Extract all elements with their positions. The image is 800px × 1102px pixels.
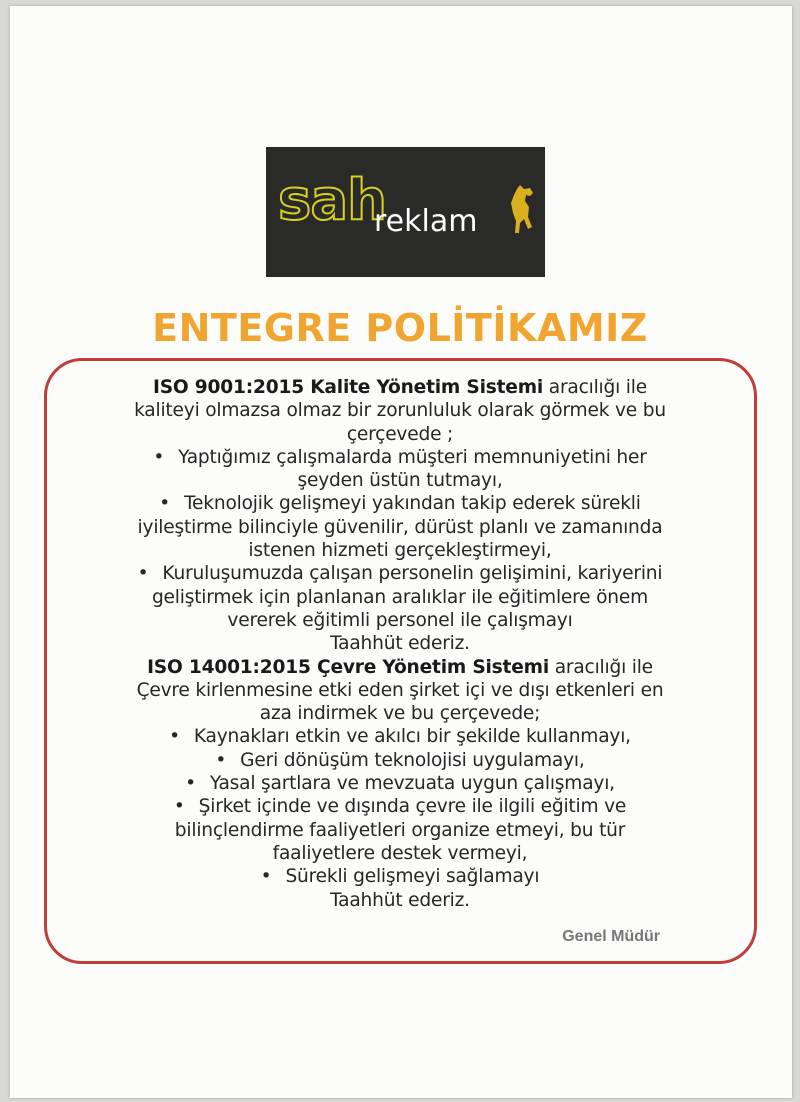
iso14001-heading: ISO 14001:2015 Çevre Yönetim Sistemi: [147, 656, 549, 678]
iso9001-bullet-cont: geliştirmek için planlanan aralıklar ile eğitimlere önem: [151, 586, 649, 608]
iso14001-closing: Taahhüt ederiz.: [330, 889, 470, 911]
iso14001-bullet: • Sürekli gelişmeyi sağlamayı: [60, 865, 740, 888]
iso9001-bullet-cont: vererek eğitimli personel ile çalışmayı: [227, 609, 573, 631]
iso14001-bullet: • Kaynakları etkin ve akılcı bir şekilde kullanmayı,: [60, 725, 740, 748]
iso9001-bullet: • Kuruluşumuzda çalışan personelin gelişimini, kariyerini: [60, 562, 740, 585]
iso9001-closing: Taahhüt ederiz.: [330, 633, 470, 655]
logo-brand-text: sah: [278, 168, 386, 233]
signature-label: Genel Müdür: [562, 928, 660, 945]
iso9001-bullet-cont: istenen hizmeti gerçekleştirmeyi,: [248, 540, 552, 562]
policy-text: [60, 376, 740, 912]
iso9001-heading: ISO 9001:2015 Kalite Yönetim Sistemi: [153, 377, 544, 398]
iso14001-bullet-cont: faaliyetlere destek vermeyi,: [272, 842, 528, 864]
iso14001-bullet-cont: bilinçlendirme faaliyetleri organize etmeyi, bu tür: [174, 819, 626, 841]
iso14001-bullet: • Şirket içinde ve dışında çevre ile ilgili eğitim ve: [60, 795, 740, 818]
iso9001-intro: ISO 9001:2015 Kalite Yönetim Sistemi aracılığı ile: [153, 377, 647, 398]
iso14001-intro: ISO 14001:2015 Çevre Yönetim Sistemi aracılığı ile: [147, 656, 653, 678]
iso9001-intro-line: çerçevede ;: [346, 423, 454, 445]
iso9001-bullet-cont: şeyden üstün tutmayı,: [297, 470, 503, 492]
horse-icon: [506, 183, 536, 239]
iso14001-bullet: • Yasal şartlara ve mevzuata uygun çalışmayı,: [60, 772, 740, 795]
iso9001-bullet: • Yaptığımız çalışmalarda müşteri memnuniyetini her: [60, 446, 740, 469]
iso9001-bullet: • Teknolojik gelişmeyi yakından takip ederek sürekli: [60, 492, 740, 515]
logo-suffix-text: reklam: [374, 204, 478, 239]
iso14001-intro-line: Çevre kirlenmesine etki eden şirket içi ve dışı etkenleri en: [136, 679, 664, 701]
iso14001-intro-line: aza indirmek ve bu çerçevede;: [259, 703, 541, 725]
iso9001-intro-line: kaliteyi olmazsa olmaz bir zorunluluk olarak görmek ve bu: [134, 400, 666, 422]
iso9001-bullet-cont: iyileştirme bilinciyle güvenilir, dürüst planlı ve zamanında: [137, 516, 663, 538]
page-title: ENTEGRE POLİTİKAMIZ: [152, 306, 648, 350]
company-logo: [266, 147, 545, 277]
iso14001-bullet: • Geri dönüşüm teknolojisi uygulamayı,: [60, 749, 740, 772]
